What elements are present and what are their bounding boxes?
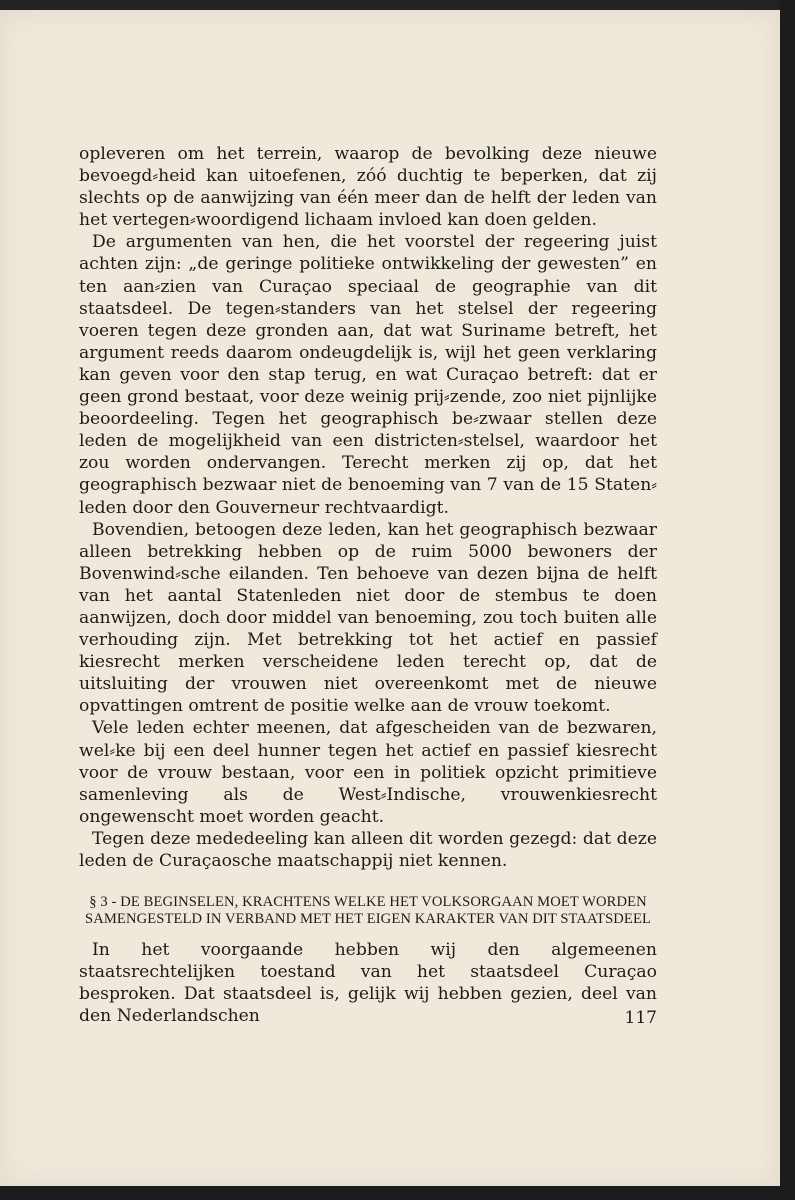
section-heading: § 3 - DE BEGINSELEN, KRACHTENS WELKE HET VOLKSORGAAN MOET WORDEN SAMENGESTELD IN VERBAND MET HET EIGEN KARAKTER VAN DIT STAATSDEEL [85,894,651,927]
paragraph-2: De argumenten van hen, die het voorstel der regeering juist achten zijn: „de geringe politieke ontwikkeling der gewesten” en ten aan⸗zien van Curaçao speciaal de geographie van dit staatsdeel. De tegen⸗standers van het stelsel der regeering voeren tegen deze gronden aan, dat wat Suriname betreft, het argument reeds daarom ondeugdelijk is, wijl het geen verklaring kan geven voor den stap terug, en wat Curaçao betreft: dat er geen grond bestaat, voor deze weinig prij⸗zende, zoo niet pijnlijke beoordeeling. Tegen het geographisch be⸗zwaar stellen deze leden de mogelijkheid van een districten⸗stelsel, waardoor het zou worden ondervangen. Terecht merken zij op, dat het geographisch bezwaar niet de benoeming van 7 van de 15 Staten⸗leden door den Gouverneur rechtvaardigt. [79,232,657,518]
paragraph-1: opleveren om het terrein, waarop de bevolking deze nieuwe bevoegd⸗heid kan uitoefenen, zóó duchtig te beperken, dat zij slechts op de aanwijzing van één meer dan de helft der leden van het vertegen⸗woordigend lichaam invloed kan doen gelden. [79,144,657,231]
paragraph-4: Vele leden echter meenen, dat afgescheiden van de bezwaren, wel⸗ke bij een deel hunner tegen het actief en passief kiesrecht voor de vrouw bestaan, voor een in politiek opzicht primitieve samenleving als de West⸗Indische, vrouwenkiesrecht ongewenscht moet worden geacht. [79,718,657,827]
scan-right-edge [780,0,795,1200]
scan-bottom-edge [0,1186,795,1200]
page-number: 117 [624,1008,657,1028]
section-paragraph: In het voorgaande hebben wij den algemeenen staatsrechtelijken toestand van het staatsdeel Curaçao besproken. Dat staatsdeel is, gelijk wij hebben gezien, deel van den Nederlandschen [79,940,657,1027]
paragraph-3: Bovendien, betoogen deze leden, kan het geographisch bezwaar alleen betrekking hebben op de ruim 5000 bewoners der Bovenwind⸗sche eilanden. Ten behoeve van dezen bijna de helft van het aantal Statenleden niet door de stembus te doen aanwijzen, doch door middel van benoeming, zou toch buiten alle verhouding zijn. Met betrekking tot het actief en passief kiesrecht merken verscheidene leden terecht op, dat de uitsluiting der vrouwen niet overeenkomt met de nieuwe opvattingen omtrent de positie welke aan de vrouw toekomt. [79,519,657,717]
page-body [79,143,657,1027]
paragraph-5: Tegen deze mededeeling kan alleen dit worden gezegd: dat deze leden de Curaçaosche maatschappij niet kennen. [79,828,657,871]
